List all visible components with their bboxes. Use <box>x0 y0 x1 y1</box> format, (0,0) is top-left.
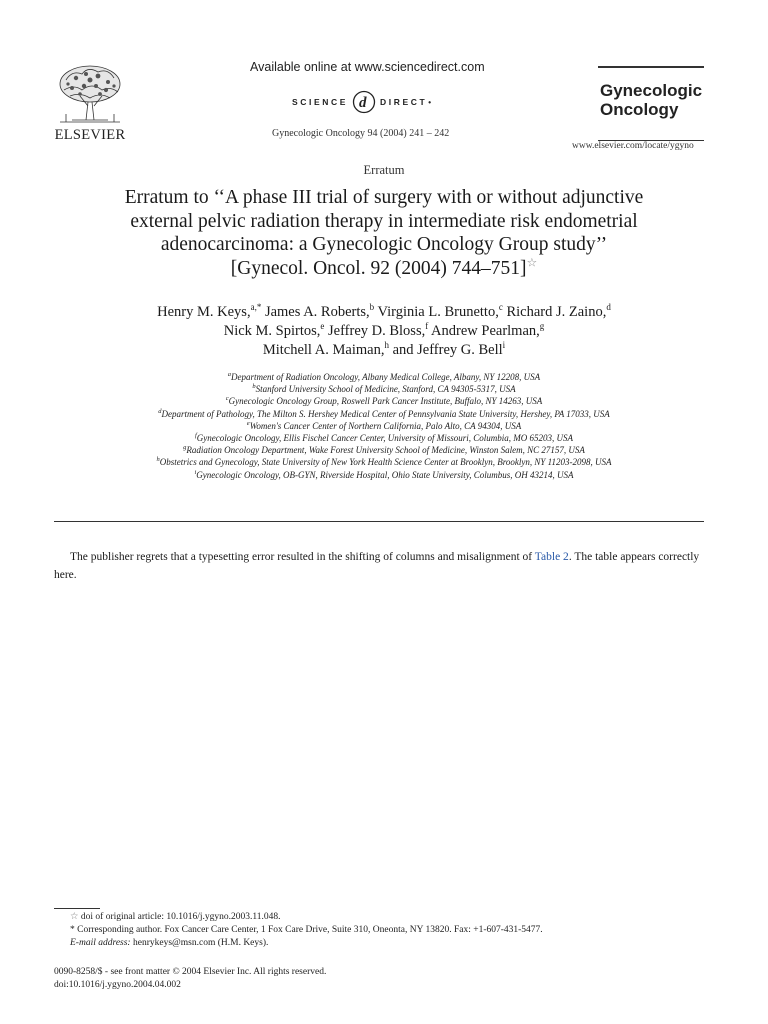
affiliation-text: Radiation Oncology Department, Wake Forest University School of Medicine, Winston Salem, NC 27157, USA <box>186 445 585 456</box>
author-name: Andrew Pearlman, <box>431 323 540 339</box>
copyright-block <box>54 966 326 992</box>
section-divider <box>54 521 704 522</box>
author-affil-sup[interactable]: a,* <box>250 302 262 313</box>
journal-name-line-1: Gynecologic <box>600 81 703 100</box>
affiliation-item <box>60 456 708 468</box>
sciencedirect-right-word: DIRECT <box>380 97 428 107</box>
journal-url[interactable]: www.elsevier.com/locate/ygyno <box>572 141 694 151</box>
author-name: James A. Roberts, <box>264 304 370 320</box>
author-line <box>60 322 708 341</box>
affiliation-item <box>60 420 708 432</box>
footnote-star-icon: ☆ <box>70 912 79 922</box>
affiliation-text: Stanford University School of Medicine, Stanford, CA 94305-5317, USA <box>255 384 516 395</box>
author-affil-sup[interactable]: h <box>384 340 389 351</box>
author-name: Richard J. Zaino, <box>506 304 607 320</box>
issn-line: 0090-8258/$ - see front matter © 2004 Elsevier Inc. All rights reserved. <box>54 967 327 977</box>
title-line: external pelvic radiation therapy in intermediate risk endometrial <box>130 210 638 232</box>
affiliation-sup: e <box>246 419 250 427</box>
journal-name <box>600 81 702 119</box>
affiliation-text: Women's Cancer Center of Northern California, Palo Alto, CA 94304, USA <box>249 420 522 431</box>
author-affil-sup[interactable]: i <box>502 340 506 351</box>
author-affil-sup[interactable]: b <box>369 302 375 313</box>
publisher-name: ELSEVIER <box>54 127 126 143</box>
affiliation-item <box>60 371 708 383</box>
svg-text:d: d <box>358 95 370 111</box>
affiliation-sup: h <box>156 456 160 464</box>
doi-line[interactable]: doi:10.1016/j.ygyno.2004.04.002 <box>54 979 181 990</box>
affiliation-sup: d <box>158 407 162 415</box>
title-line: Erratum to ‘‘A phase III trial of surgery with or without adjunctive <box>124 187 644 208</box>
article-type: Erratum <box>363 163 405 177</box>
affiliation-sup: f <box>194 432 197 440</box>
author-affil-sup[interactable]: e <box>320 321 325 332</box>
footnote-asterisk: * <box>70 924 75 935</box>
affiliation-item <box>60 432 708 444</box>
footnote-divider <box>54 908 100 909</box>
author-list <box>60 303 708 360</box>
sciencedirect-left-word: SCIENCE <box>292 97 348 107</box>
title-star-icon[interactable]: ☆ <box>526 255 538 269</box>
email-value[interactable]: henrykeys@msn.com (H.M. Keys). <box>132 937 269 948</box>
author-affil-sup[interactable]: d <box>606 302 611 313</box>
affiliation-text: Obstetrics and Gynecology, State University of New York Health Science Center at Brooklyn, Brooklyn, NY 11203-2098, USA <box>159 457 612 468</box>
footnote-doi-text: doi of original article: 10.1016/j.ygyno.2003.11.048. <box>80 912 281 922</box>
affiliation-text: Gynecologic Oncology Group, Roswell Park Cancer Institute, Buffalo, NY 14263, USA <box>228 396 543 407</box>
journal-rule-top <box>598 66 704 68</box>
affiliation-text: Gynecologic Oncology, OB-GYN, Riverside Hospital, Ohio State University, Columbus, OH 43214, USA <box>196 469 574 480</box>
title-line: adenocarcinoma: a Gynecologic Oncology Group study’’ <box>160 234 608 255</box>
article-title <box>60 186 708 280</box>
affiliation-sup: c <box>225 395 229 403</box>
body-paragraph <box>54 549 704 584</box>
affiliation-item <box>60 383 708 395</box>
affiliation-sup: g <box>183 444 187 452</box>
author-affil-sup[interactable]: g <box>539 321 545 332</box>
author-name: Mitchell A. Maiman, <box>262 342 385 358</box>
author-name: Jeffrey D. Bloss, <box>328 323 426 339</box>
affiliation-sup: a <box>227 371 232 378</box>
email-label: E-mail address: <box>70 937 131 948</box>
journal-name-line-2: Oncology <box>600 100 679 119</box>
affiliation-item <box>60 444 708 456</box>
author-name: Nick M. Spirtos, <box>223 323 321 339</box>
author-line <box>60 341 708 360</box>
affiliation-list <box>60 371 708 481</box>
affiliation-item <box>60 395 708 407</box>
footnote-corresponding-text: Corresponding author. Fox Cancer Care Center, 1 Fox Care Drive, Suite 310, Oneonta, NY 13820. Fax: +1-607-431-5477. <box>77 924 543 935</box>
title-line <box>60 257 708 281</box>
body-text-after: . The table appears correctly here. <box>54 551 700 581</box>
author-affil-sup[interactable]: f <box>425 321 429 332</box>
author-name: Virginia L. Brunetto, <box>377 304 499 320</box>
body-text-before: The publisher regrets that a typesetting error resulted in the shifting of columns and misalignment of <box>70 551 535 563</box>
affiliation-text: Department of Pathology, The Milton S. Hershey Medical Center of Pennsylvania State University, Hershey, PA 17033, USA <box>161 408 610 419</box>
affiliation-item <box>60 469 708 481</box>
title-line-text: [Gynecol. Oncol. 92 (2004) 744–751] <box>230 257 527 279</box>
table-2-link[interactable]: Table 2 <box>534 551 569 563</box>
sciencedirect-dot: • <box>428 97 434 107</box>
sciencedirect-logo <box>292 90 434 114</box>
footnote-corresponding <box>70 924 710 937</box>
affiliation-item <box>60 408 708 420</box>
affiliation-text: Department of Radiation Oncology, Albany Medical College, Albany, NY 12208, USA <box>231 372 541 382</box>
author-name: Henry M. Keys, <box>157 304 251 320</box>
affiliation-sup: b <box>252 383 256 391</box>
journal-citation: Gynecologic Oncology 94 (2004) 241 – 242 <box>272 128 450 139</box>
author-name: and Jeffrey G. Bell <box>392 342 503 358</box>
author-affil-sup[interactable]: c <box>498 302 503 313</box>
affiliation-sup: i <box>194 468 197 476</box>
affiliation-text: Gynecologic Oncology, Ellis Fischel Cancer Center, University of Missouri, Columbia, MO 65203, USA <box>196 433 573 444</box>
sciencedirect-d-icon <box>352 90 376 114</box>
footnotes <box>70 911 710 949</box>
available-online-text[interactable]: Available online at www.sciencedirect.com <box>250 60 485 74</box>
footnote-email <box>70 937 710 950</box>
author-line <box>60 303 708 322</box>
footnote-doi-original <box>70 911 710 924</box>
